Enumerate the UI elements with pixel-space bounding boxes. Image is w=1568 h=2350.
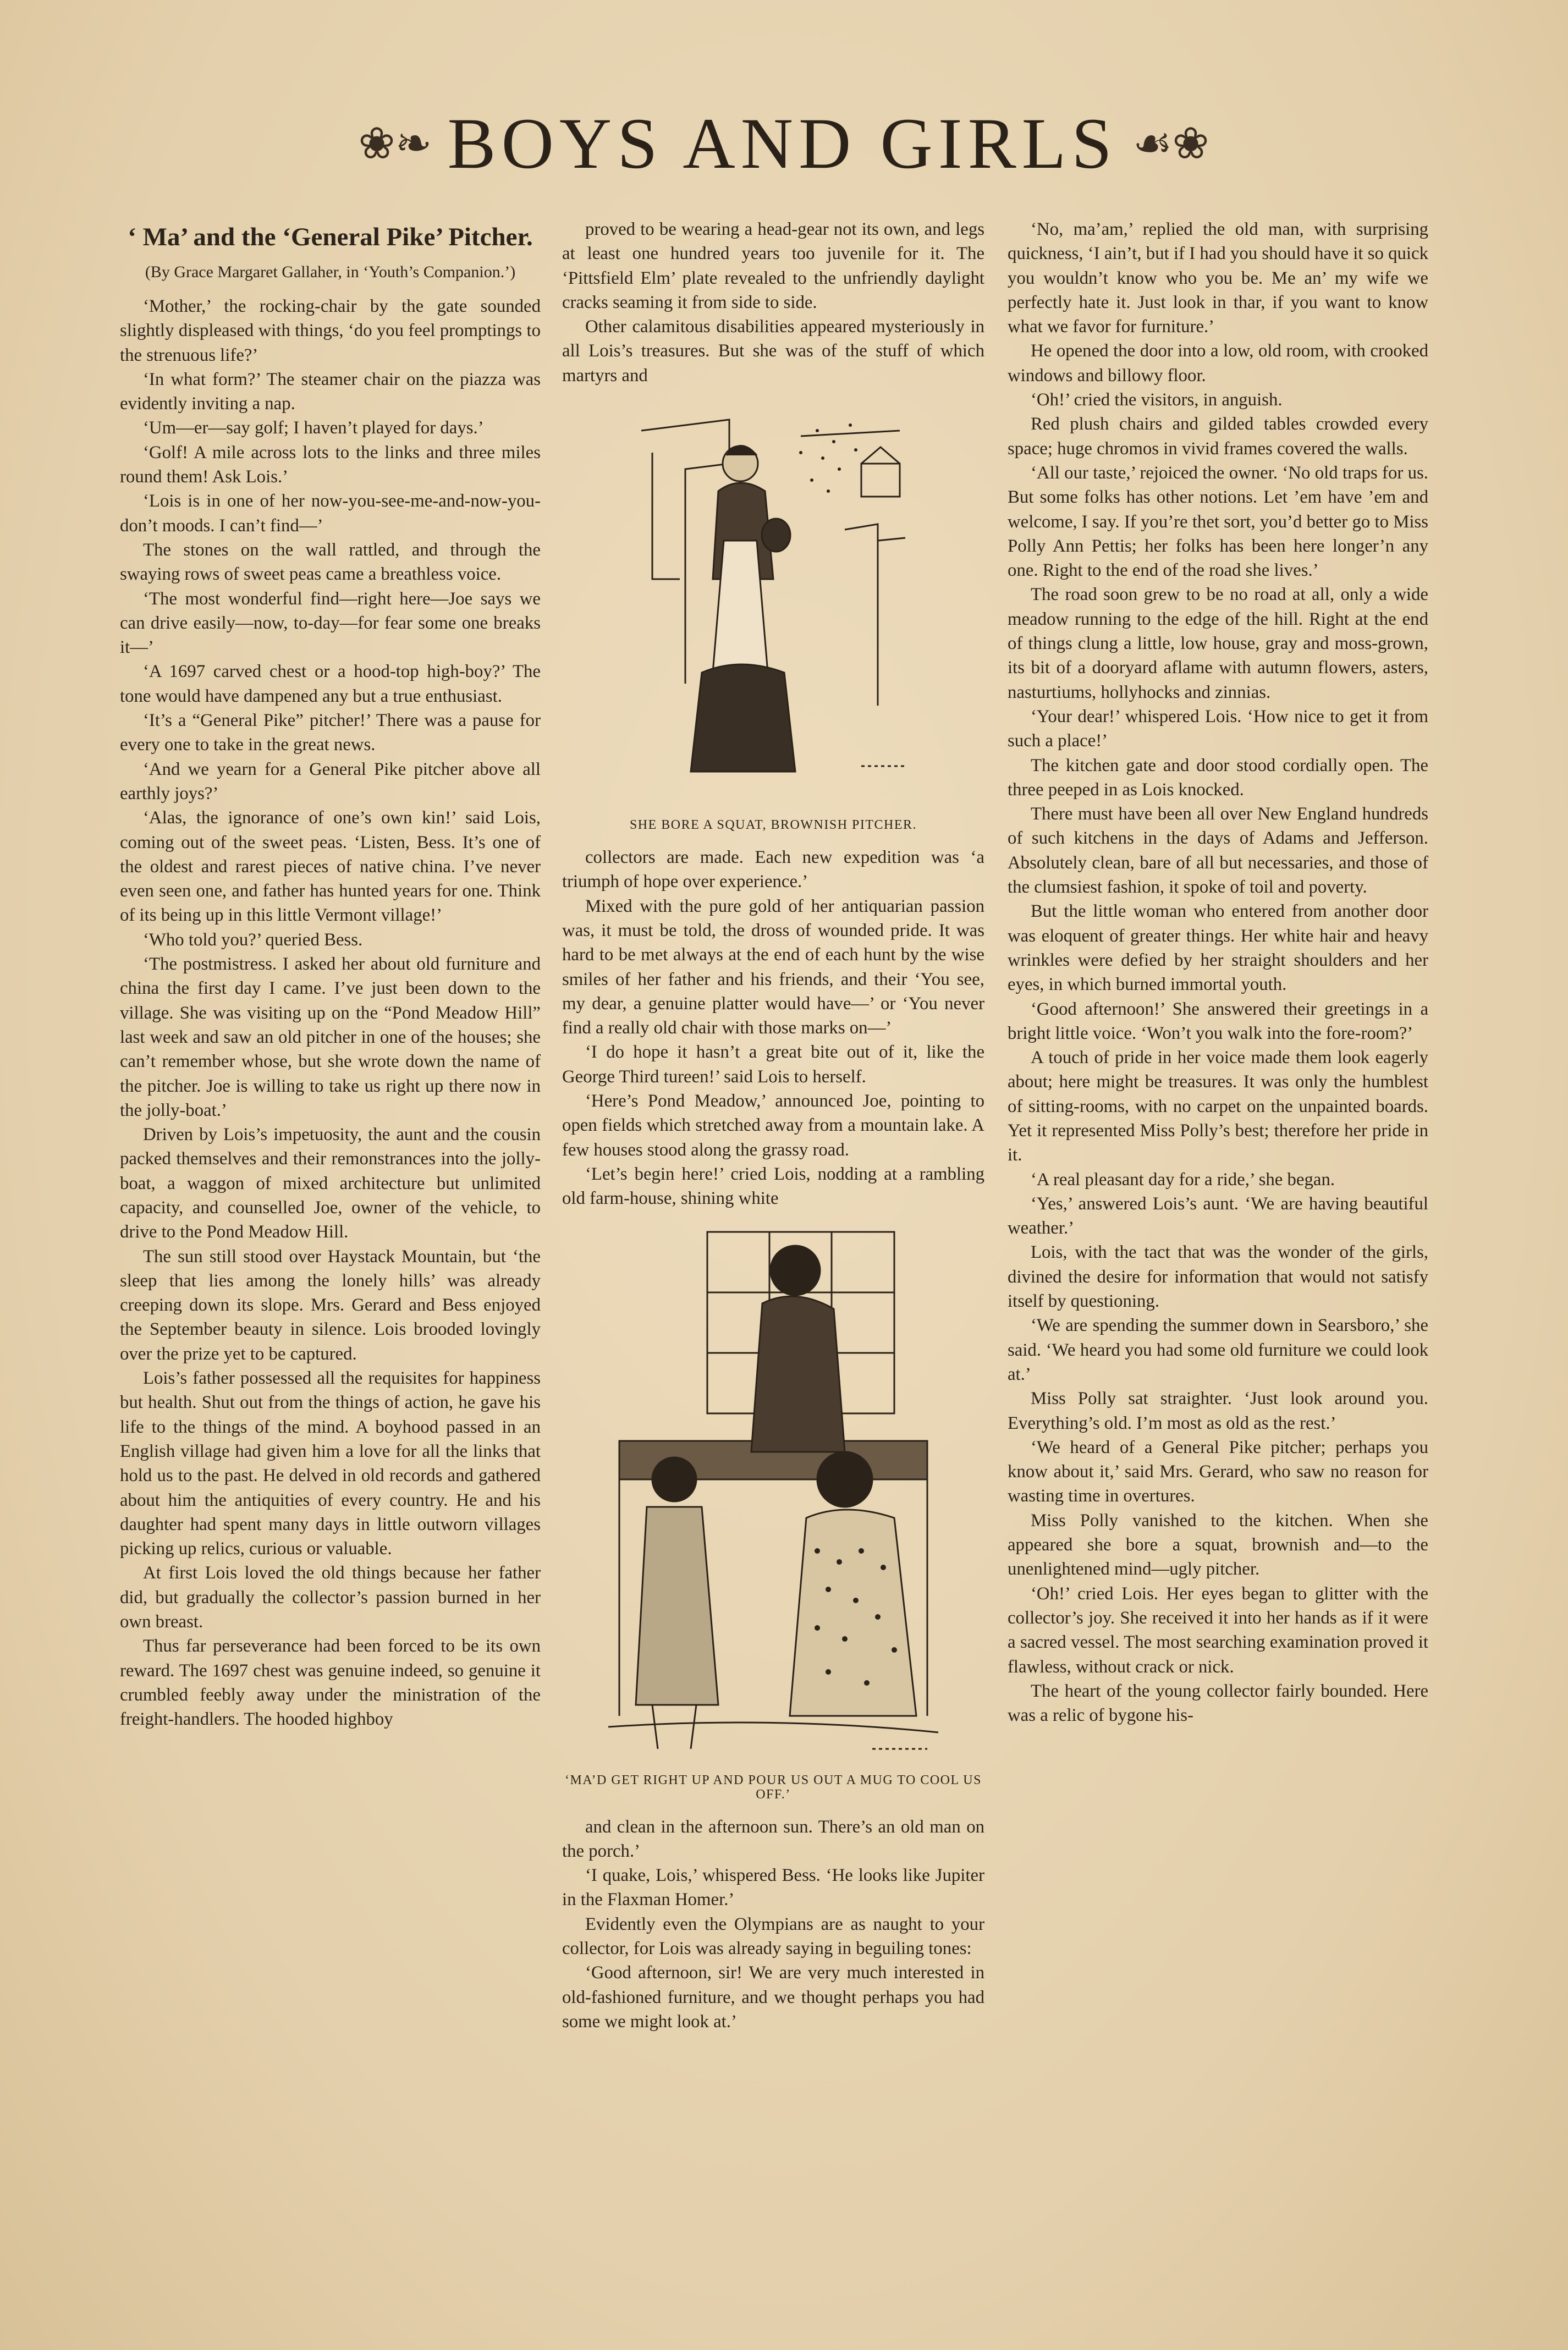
paragraph: ‘The postmistress. I asked her about old furniture and china the first day I came. I’ve just been down to the village. She was visiting up on the “Pond Meadow Hill” last week and saw an old pitcher in one of the houses; she can’t remember whose, but she wrote down the name of the pitcher. Joe is willing to take us right up there now in the jolly-boat.’ <box>120 954 541 1120</box>
paragraph: and clean in the afternoon sun. There’s an old man on the porch.’ <box>562 1817 984 1861</box>
paragraph: proved to be wearing a head-gear not its own, and legs at least one hundred years too juvenile for it. The ‘Pittsfield Elm’ plate revealed to the unfriendly daylight cracks seaming it from side to side. <box>562 219 984 312</box>
paragraph: But the little woman who entered from another door was eloquent of greater things. Her white hair and heavy wrinkles were defied by her straight shoulders and her eyes, in which burned immortal youth. <box>1008 901 1428 995</box>
paragraph: ‘Um—er—say golf; I haven’t played for days.’ <box>143 418 484 438</box>
paragraph: ‘The most wonderful find—right here—Joe says we can drive easily—now, to-day—for fear some one breaks it—’ <box>120 588 541 658</box>
paragraph: ‘Yes,’ answered Lois’s aunt. ‘We are having beautiful weather.’ <box>1008 1193 1428 1239</box>
paragraph: ‘I do hope it hasn’t a great bite out of it, like the George Third tureen!’ said Lois to herself. <box>562 1042 984 1087</box>
paragraph: At first Lois loved the old things because her father did, but gradually the collector’s passion burned in her own breast. <box>120 1563 541 1632</box>
illustration-kitchen-scene <box>562 1221 984 1771</box>
paragraph: The kitchen gate and door stood cordially open. The three peeped in as Lois knocked. <box>1008 755 1428 800</box>
paragraph: The sun still stood over Haystack Mountain, but ‘the sleep that lies among the lonely hills’ was already creeping down its slope. Mrs. Gerard and Bess enjoyed the September beauty in silence. Lois brooded lovingly over the prize yet to be captured. <box>120 1246 541 1364</box>
woman-with-pitcher-drawing <box>619 398 927 816</box>
paragraph: Driven by Lois’s impetuosity, the aunt and the cousin packed themselves and their remonstrances into the jolly-boat, a waggon of mixed architecture but unlimited capacity, and counselled Joe, owner of the vehicle, to drive to the Pond Meadow Hill. <box>120 1125 541 1242</box>
paragraph: ‘Good afternoon!’ She answered their greetings in a bright little voice. ‘Won’t you walk into the fore-room?’ <box>1008 999 1428 1043</box>
paragraph: Thus far perseverance had been forced to be its own reward. The 1697 chest was genuine indeed, so genuine it crumbled feebly away under the ministration of the freight-handlers. The hooded highboy <box>120 1636 541 1730</box>
paragraph: Red plush chairs and gilded tables crowded every space; huge chromos in vivid frames covered the walls. <box>1008 414 1428 459</box>
paragraph: ‘Here’s Pond Meadow,’ announced Joe, pointing to open fields which stretched away from a mountain lake. A few houses stood along the grassy road. <box>562 1091 984 1160</box>
illustration-1-caption: SHE BORE A SQUAT, BROWNISH PITCHER. <box>629 818 917 833</box>
column-1-text <box>120 294 541 1732</box>
paragraph: ‘Alas, the ignorance of one’s own kin!’ said Lois, coming out of the sweet peas. ‘Listen, Bess. It’s one of the oldest and rarest pieces of native china. I’ve never even seen one, and father has hunted years for one. Think of its being up in this little Vermont village!’ <box>120 808 541 926</box>
paragraph: Mixed with the pure gold of her antiquarian passion was, it must be told, the dross of wounded pride. It was hard to be met always at the end of each hunt by the wise smiles of her father and his friends, and their ‘You see, my dear, a genuine platter would have—’ or ‘You never find a really old chair with those marks on—’ <box>562 896 984 1038</box>
column-1 <box>120 217 541 2219</box>
paragraph: ‘A real pleasant day for a ride,’ she began. <box>1031 1169 1335 1190</box>
paragraph: ‘It’s a “General Pike” pitcher!’ There was a pause for every one to take in the great news. <box>120 711 541 755</box>
paragraph: The stones on the wall rattled, and through the swaying rows of sweet peas came a breathless voice. <box>120 540 541 585</box>
paragraph: ‘All our taste,’ rejoiced the owner. ‘No old traps for us. But some folks has other notions. Let ’em have ’em and welcome, I say. If you’re thet sort, you’d better go to Miss Polly Ann Pettis; her folks has been here longer’n any one. Right to the end of the road she lives.’ <box>1008 463 1428 581</box>
paragraph: ‘Let’s begin here!’ cried Lois, nodding at a rambling old farm-house, shining white <box>562 1164 984 1209</box>
paragraph: Evidently even the Olympians are as naught to your collector, for Lois was already saying in beguiling tones: <box>562 1914 984 1959</box>
paragraph: The heart of the young collector fairly bounded. Here was a relic of bygone his- <box>1008 1681 1428 1726</box>
paragraph: A touch of pride in her voice made them look eagerly about; here might be treasures. It was only the humblest of sitting-rooms, with no carpet on the unpainted boards. Yet it represented Miss Polly’s best; therefore her pride in it. <box>1008 1048 1428 1165</box>
section-masthead <box>308 99 1259 187</box>
kitchen-scene-drawing <box>586 1221 960 1771</box>
story-byline: (By Grace Margaret Gallaher, in ‘Youth’s Companion.’) <box>145 263 516 281</box>
paragraph: ‘Lois is in one of her now-you-see-me-and-now-you-don’t moods. I can’t find—’ <box>120 491 541 536</box>
column-3-text <box>1008 217 1428 1727</box>
column-2 <box>562 217 984 2247</box>
column-2-text-bottom <box>562 1815 984 2034</box>
paragraph: ‘We heard of a General Pike pitcher; perhaps you know about it,’ said Mrs. Gerard, who saw no reason for wasting time in overtures. <box>1008 1437 1428 1506</box>
paragraph: He opened the door into a low, old room, with crooked windows and billowy floor. <box>1008 341 1428 386</box>
paragraph: ‘And we yearn for a General Pike pitcher above all earthly joys?’ <box>120 759 541 803</box>
paragraph: ‘Who told you?’ queried Bess. <box>143 929 363 950</box>
paragraph: ‘Good afternoon, sir! We are very much interested in old-fashioned furniture, and we thought perhaps you had some we might look at.’ <box>562 1963 984 2032</box>
paragraph: ‘No, ma’am,’ replied the old man, with surprising quickness, ‘I ain’t, but if I had you should have it so quick you wouldn’t know who you be. Me an’ my wife we perfectly hate it. Just look in thar, if you want to know what we favor for furniture.’ <box>1008 219 1428 337</box>
paragraph: ‘Your dear!’ whispered Lois. ‘How nice to get it from such a place!’ <box>1008 706 1428 751</box>
paragraph: ‘In what form?’ The steamer chair on the piazza was evidently inviting a nap. <box>120 369 541 414</box>
section-title: BOYS AND GIRLS <box>447 102 1118 184</box>
paragraph: Lois, with the tact that was the wonder of the girls, divined the desire for information that would not satisfy itself by questioning. <box>1008 1242 1428 1312</box>
illustration-woman-with-pitcher <box>562 398 984 816</box>
right-ornament-icon: ☙❀ <box>1132 117 1209 169</box>
paragraph: ‘Golf! A mile across lots to the links and three miles round them! Ask Lois.’ <box>120 442 541 487</box>
paragraph: ‘Oh!’ cried Lois. Her eyes began to glitter with the collector’s joy. She received it into her hands as if it were a sacred vessel. The most searching examination proved it flawless, without crack or nick. <box>1008 1583 1428 1677</box>
paragraph: ‘Mother,’ the rocking-chair by the gate sounded slightly displeased with things, ‘do you feel promptings to the strenuous life?’ <box>120 296 541 365</box>
column-2-text-top <box>562 217 984 388</box>
paragraph: Miss Polly vanished to the kitchen. When she appeared she bore a squat, brownish and—to the unenlightened mind—ugly pitcher. <box>1008 1510 1428 1579</box>
left-ornament-icon: ❀❧ <box>358 117 432 169</box>
paragraph: ‘A 1697 carved chest or a hood-top high-boy?’ The tone would have dampened any but a true enthusiast. <box>120 662 541 706</box>
paragraph: collectors are made. Each new expedition was ‘a triumph of hope over experience.’ <box>562 847 984 892</box>
story-headline: ‘ Ma’ and the ‘General Pike’ Pitcher. <box>128 223 533 251</box>
paragraph: There must have been all over New England hundreds of such kitchens in the days of Adams and Jefferson. Absolutely clean, bare of all but necessaries, and those of the clumsiest fashion, it spoke of toil and poverty. <box>1008 804 1428 898</box>
paragraph: Miss Polly sat straighter. ‘Just look around you. Everything’s old. I’m most as old as the rest.’ <box>1008 1389 1428 1433</box>
paragraph: Lois’s father possessed all the requisites for happiness but health. Shut out from the things of action, he gave his life to the things of the mind. A boyhood passed in an English village had given him a love for all the links that hold us to the past. He delved in old records and gathered about him the antiquities of every country. He and his daughter had spent many days in little outworn villages picking up relics, curious or valuable. <box>120 1368 541 1559</box>
column-3 <box>1008 217 1428 2247</box>
column-2-text-middle <box>562 845 984 1210</box>
paragraph: ‘We are spending the summer down in Searsboro,’ she said. ‘We heard you had some old furniture we could look at.’ <box>1008 1316 1428 1384</box>
paragraph: ‘I quake, Lois,’ whispered Bess. ‘He looks like Jupiter in the Flaxman Homer.’ <box>562 1865 984 1910</box>
paragraph: ‘Oh!’ cried the visitors, in anguish. <box>1031 390 1283 410</box>
paragraph: The road soon grew to be no road at all, only a wide meadow running to the edge of the hill. Right at the end of things clung a little, low house, gray and moss-grown, its bit of a dooryard aflame with autumn flowers, asters, nasturtiums, hollyhocks and zinnias. <box>1008 585 1428 702</box>
illustration-2-caption: ‘MA’D GET RIGHT UP AND POUR US OUT A MUG TO COOL US OFF.’ <box>565 1773 982 1802</box>
paragraph: Other calamitous disabilities appeared mysteriously in all Lois’s treasures. But she was of the stuff of which martyrs and <box>562 317 984 386</box>
